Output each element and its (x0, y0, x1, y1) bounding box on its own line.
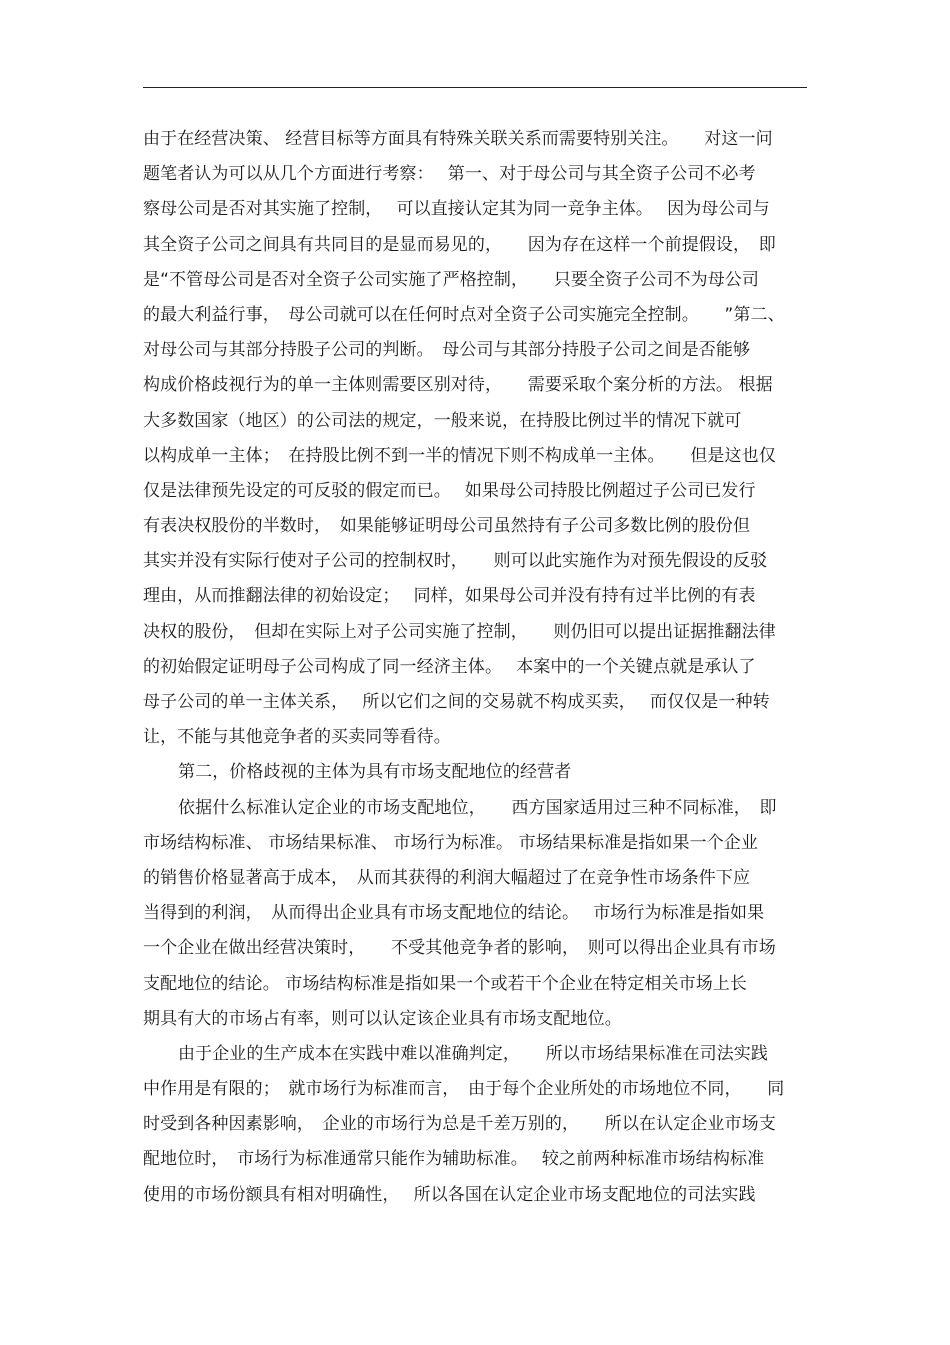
text-line: 以构成单一主体； 在持股比例不到一半的情况下则不构成单一主体。 但是这也仅 (143, 445, 776, 466)
text-line: 察母公司是否对其实施了控制， 可以直接认定其为同一竞争主体。 因为母公司与 (143, 199, 770, 220)
text-line: 的销售价格显著高于成本， 从而其获得的利润大幅超过了在竞争性市场条件下应 (143, 867, 751, 888)
text-line: 母子公司的单一主体关系， 所以它们之间的交易就不构成买卖， 而仅仅是一种转 (143, 692, 770, 712)
text-line: 仅是法律预先设定的可反驳的假定而已。 如果母公司持股比例超过子公司已发行 (143, 480, 756, 501)
text-line: 使用的市场份额具有相对明确性， 所以各国在认定企业市场支配地位的司法实践 (143, 1184, 756, 1205)
text-line: 市场结构标准、 市场结果标准、 市场行为标准。 市场结果标准是指如果一个企业 (143, 832, 759, 853)
text-line: 题笔者认为可以从几个方面进行考察： 第一、对于母公司与其全资子公司不必考 (143, 164, 756, 185)
text-line: 的最大利益行事， 母公司就可以在任何时点对全资子公司实施完全控制。 ”第二、 (143, 304, 785, 325)
text-line: 第二，价格歧视的主体为具有市场支配地位的经营者 (178, 762, 572, 783)
text-line: 时受到各种因素影响， 企业的市场行为总是千差万别的， 所以在认定企业市场支 (143, 1114, 776, 1135)
text-line: 支配地位的结论。 市场结构标准是指如果一个或若干个企业在特定相关市场上长 (143, 973, 748, 994)
text-line: 依据什么标准认定企业的市场支配地位， 西方国家适用过三种不同标准， 即 (178, 797, 777, 818)
text-line: 由于在经营决策、 经营目标等方面具有特殊关联关系而需要特别关注。 对这一问 (143, 129, 773, 149)
text-line: 决权的股份， 但却在实际上对子公司实施了控制， 则仍旧可以提出证据推翻法律 (143, 621, 776, 642)
text-line: 理由，从而推翻法律的初始设定； 同样，如果母公司并没有持有过半比例的有表 (143, 586, 756, 607)
text-line: 对母公司与其部分持股子公司的判断。 母公司与其部分持股子公司之间是否能够 (143, 340, 751, 361)
text-line: 配地位时， 市场行为标准通常只能作为辅助标准。 较之前两种标准市场结构标准 (143, 1149, 765, 1170)
text-line: 由于企业的生产成本在实践中难以准确判定， 所以市场结果标准在司法实践 (178, 1043, 768, 1064)
text-line: 有表决权股份的半数时， 如果能够证明母公司虽然持有子公司多数比例的股份但 (143, 516, 751, 537)
text-line: 当得到的利润， 从而得出企业具有市场支配地位的结论。 市场行为标准是指如果 (143, 903, 765, 924)
text-line: 期具有大的市场占有率，则可以认定该企业具有市场支配地位。 (143, 1008, 622, 1029)
header-rule (143, 87, 807, 88)
text-line: 的初始假定证明母子公司构成了同一经济主体。 本案中的一个关键点就是承认了 (143, 656, 756, 677)
text-line: 构成价格歧视行为的单一主体则需要区别对待， 需要采取个案分析的方法。 根据 (143, 375, 773, 396)
text-line: 一个企业在做出经营决策时， 不受其他竞争者的影响， 则可以得出企业具有市场 (143, 938, 776, 959)
body-text (143, 122, 807, 1213)
text-line: 中作用是有限的； 就市场行为标准而言， 由于每个企业所处的市场地位不同， 同 (143, 1079, 785, 1100)
text-line: 大多数国家（地区）的公司法的规定，一般来说，在持股比例过半的情况下就可 (143, 410, 742, 431)
text-line: 其实并没有实际行使对子公司的控制权时， 则可以此实施作为对预先假设的反驳 (143, 551, 768, 572)
text-line: 其全资子公司之间具有共同目的是显而易见的， 因为存在这样一个前提假设， 即 (143, 234, 776, 255)
text-line: 是“不管母公司是否对全资子公司实施了严格控制， 只要全资子公司不为母公司 (143, 269, 760, 290)
text-line: 让，不能与其他竞争者的买卖同等看待。 (143, 727, 451, 748)
